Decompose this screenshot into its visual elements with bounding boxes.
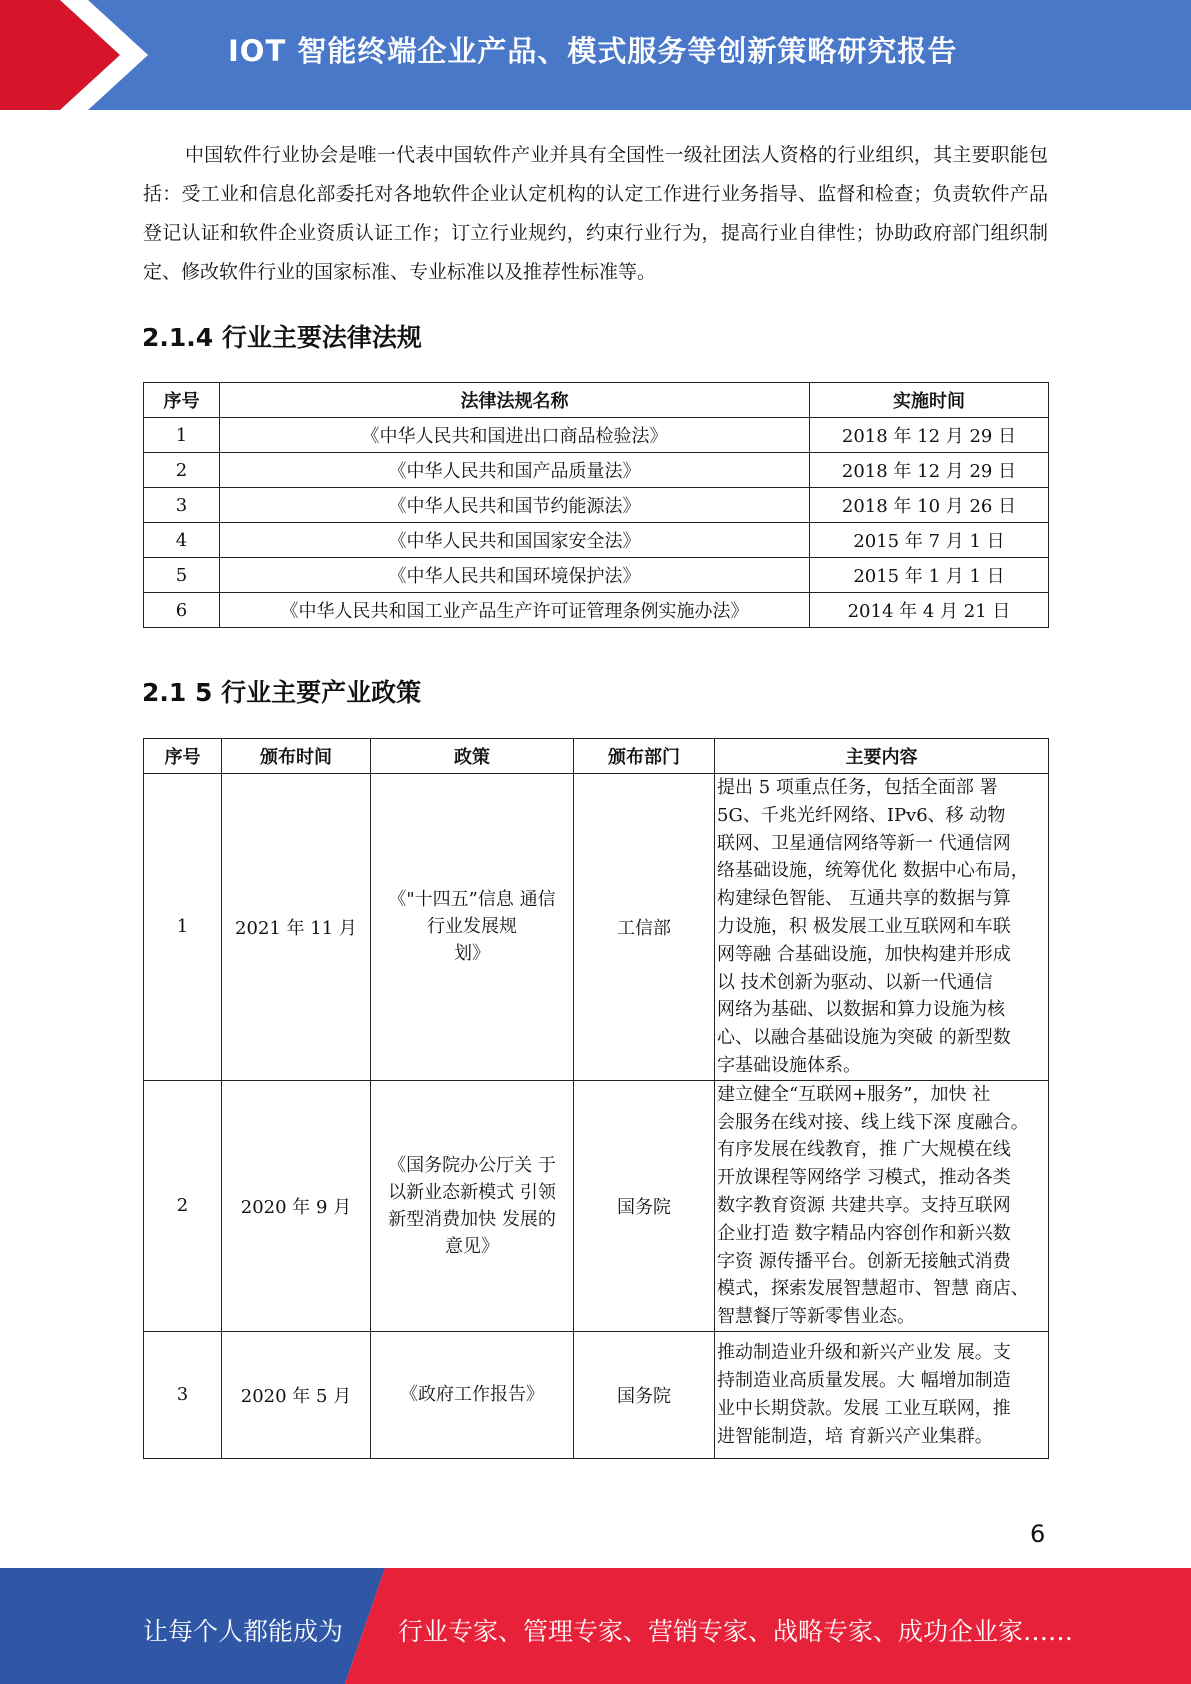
header-chevron-decoration: [0, 0, 150, 110]
effective-date: 2018 年 12 月 29 日: [810, 453, 1049, 488]
issue-date: 2020 年 5 月: [222, 1331, 371, 1458]
table-row: [144, 558, 1049, 593]
issuing-department: 国务院: [574, 1080, 715, 1331]
law-name: 《中华人民共和国节约能源法》: [220, 488, 810, 523]
header-cell: 政策: [371, 739, 574, 774]
issue-date: 2021 年 11 月: [222, 774, 371, 1081]
policy-name: 《政府工作报告》: [371, 1331, 574, 1458]
footer-slogan-right: 行业专家、管理专家、营销专家、战略专家、成功企业家……: [398, 1617, 1074, 1646]
main-content: 提出 5 项重点任务，包括全面部 署 5G、千兆光纤网络、IPv6、移 动物 联网、卫星通信网络等新一 代通信网 络基础设施，统筹优化 数据中心布局， 构建绿色智能、 互通共享的数据与算 力设施，积 极发展工业互联网和车联 网等融 合基础设施，加快构建并形成 以 技术创新为驱动、以新一代通信 网络为基础、以数据和算力设施为核 心、以融合基础设施为突破 的新型数 字基础设施体系。: [715, 774, 1049, 1081]
laws-table: [143, 382, 1049, 628]
row-number: 2: [144, 1080, 222, 1331]
effective-date: 2018 年 12 月 29 日: [810, 418, 1049, 453]
main-content: 建立健全“互联网+服务”，加快 社 会服务在线对接、线上线下深 度融合。 有序发展在线教育，推 广大规模在线 开放课程等网络学 习模式，推动各类 数字教育资源 共建共享。支持互联网 企业打造 数字精品内容创作和新兴数 字资 源传播平台。创新无接触式消费 模式，探索发展智慧超市、智慧 商店、 智慧餐厅等新零售业态。: [715, 1080, 1049, 1331]
issuing-department: 工信部: [574, 774, 715, 1081]
table-row: [144, 453, 1049, 488]
row-number: 1: [144, 774, 222, 1081]
header-cell: 颁布部门: [574, 739, 715, 774]
table-row: [144, 1080, 1049, 1331]
table-row: [144, 488, 1049, 523]
header-cell: 主要内容: [715, 739, 1049, 774]
section-heading-policies: 2.1 5 行业主要产业政策: [142, 678, 422, 707]
section-heading-laws: 2.1.4 行业主要法律法规: [142, 323, 422, 352]
effective-date: 2015 年 1 月 1 日: [810, 558, 1049, 593]
header-cell: 序号: [144, 383, 220, 418]
effective-date: 2018 年 10 月 26 日: [810, 488, 1049, 523]
header-cell: 颁布时间: [222, 739, 371, 774]
row-number: 2: [144, 453, 220, 488]
page-header: [0, 0, 1191, 110]
row-number: 3: [144, 1331, 222, 1458]
page-number: 6: [1030, 1520, 1046, 1548]
table-row: [144, 774, 1049, 1081]
report-title: IOT 智能终端企业产品、模式服务等创新策略研究报告: [228, 34, 958, 68]
footer-slogan-left: 让每个人都能成为: [143, 1617, 344, 1646]
table-row: [144, 1331, 1049, 1458]
law-name: 《中华人民共和国产品质量法》: [220, 453, 810, 488]
main-content: 推动制造业升级和新兴产业发 展。支 持制造业高质量发展。大 幅增加制造 业中长期贷款。发展 工业互联网，推 进智能制造，培 育新兴产业集群。: [715, 1331, 1049, 1458]
row-number: 6: [144, 593, 220, 628]
header-cell: 序号: [144, 739, 222, 774]
table-row: [144, 523, 1049, 558]
row-number: 1: [144, 418, 220, 453]
law-name: 《中华人民共和国工业产品生产许可证管理条例实施办法》: [220, 593, 810, 628]
issuing-department: 国务院: [574, 1331, 715, 1458]
law-name: 《中华人民共和国环境保护法》: [220, 558, 810, 593]
header-cell: 法律法规名称: [220, 383, 810, 418]
policy-name: 《国务院办公厅关 于 以新业态新模式 引领 新型消费加快 发展的 意见》: [371, 1080, 574, 1331]
law-name: 《中华人民共和国进出口商品检验法》: [220, 418, 810, 453]
table-row: [144, 593, 1049, 628]
row-number: 5: [144, 558, 220, 593]
table-header-row: [144, 739, 1049, 774]
effective-date: 2015 年 7 月 1 日: [810, 523, 1049, 558]
issue-date: 2020 年 9 月: [222, 1080, 371, 1331]
policy-name: 《"十四五”信息 通信 行业发展规 划》: [371, 774, 574, 1081]
table-row: [144, 418, 1049, 453]
policies-table: [143, 738, 1049, 1459]
law-name: 《中华人民共和国国家安全法》: [220, 523, 810, 558]
row-number: 4: [144, 523, 220, 558]
row-number: 3: [144, 488, 220, 523]
effective-date: 2014 年 4 月 21 日: [810, 593, 1049, 628]
table-header-row: [144, 383, 1049, 418]
intro-paragraph: 中国软件行业协会是唯一代表中国软件产业并具有全国性一级社团法人资格的行业组织，其主要职能包括：受工业和信息化部委托对各地软件企业认定机构的认定工作进行业务指导、监督和检查；负责软件产品登记认证和软件企业资质认证工作；订立行业规约，约束行业行为，提高行业自律性；协助政府部门组织制定、修改软件行业的国家标准、专业标准以及推荐性标准等。: [143, 144, 1048, 283]
header-cell: 实施时间: [810, 383, 1049, 418]
